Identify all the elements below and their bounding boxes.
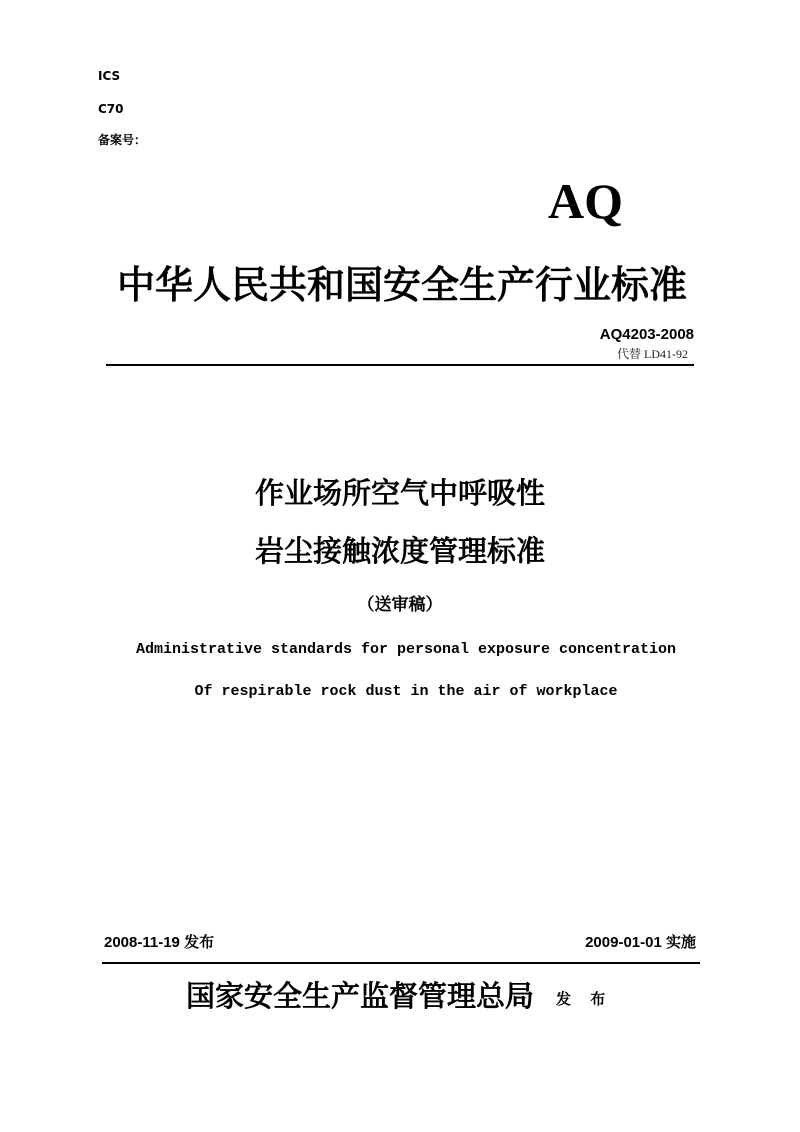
industry-standard-title: 中华人民共和国安全生产行业标准 (116, 263, 687, 307)
top-divider (106, 364, 694, 366)
english-title-line1: Administrative standards for personal exposure concentration (135, 641, 677, 658)
classification-code: C70 (98, 102, 124, 116)
standard-number: AQ4203-2008 (599, 326, 694, 343)
document-title-line2: 岩尘接触浓度管理标准 (254, 534, 545, 568)
standard-mark: AQ (548, 173, 623, 229)
replaces-standard: 代替 LD41-92 (617, 347, 688, 361)
english-title-line2: Of respirable rock dust in the air of workplace (194, 683, 618, 700)
draft-status-label: （送审稿） (357, 595, 443, 615)
ics-label: ICS (98, 69, 121, 83)
filing-number-label: 备案号： (98, 133, 147, 147)
issue-date: 2008-11-19 发布 (104, 934, 215, 951)
issuing-action: 发 布 (556, 990, 606, 1008)
issuing-authority: 国家安全生产监督管理总局 (186, 979, 535, 1013)
document-title-line1: 作业场所空气中呼吸性 (254, 476, 545, 510)
bottom-divider (102, 962, 700, 964)
effective-date: 2009-01-01 实施 (585, 934, 696, 951)
